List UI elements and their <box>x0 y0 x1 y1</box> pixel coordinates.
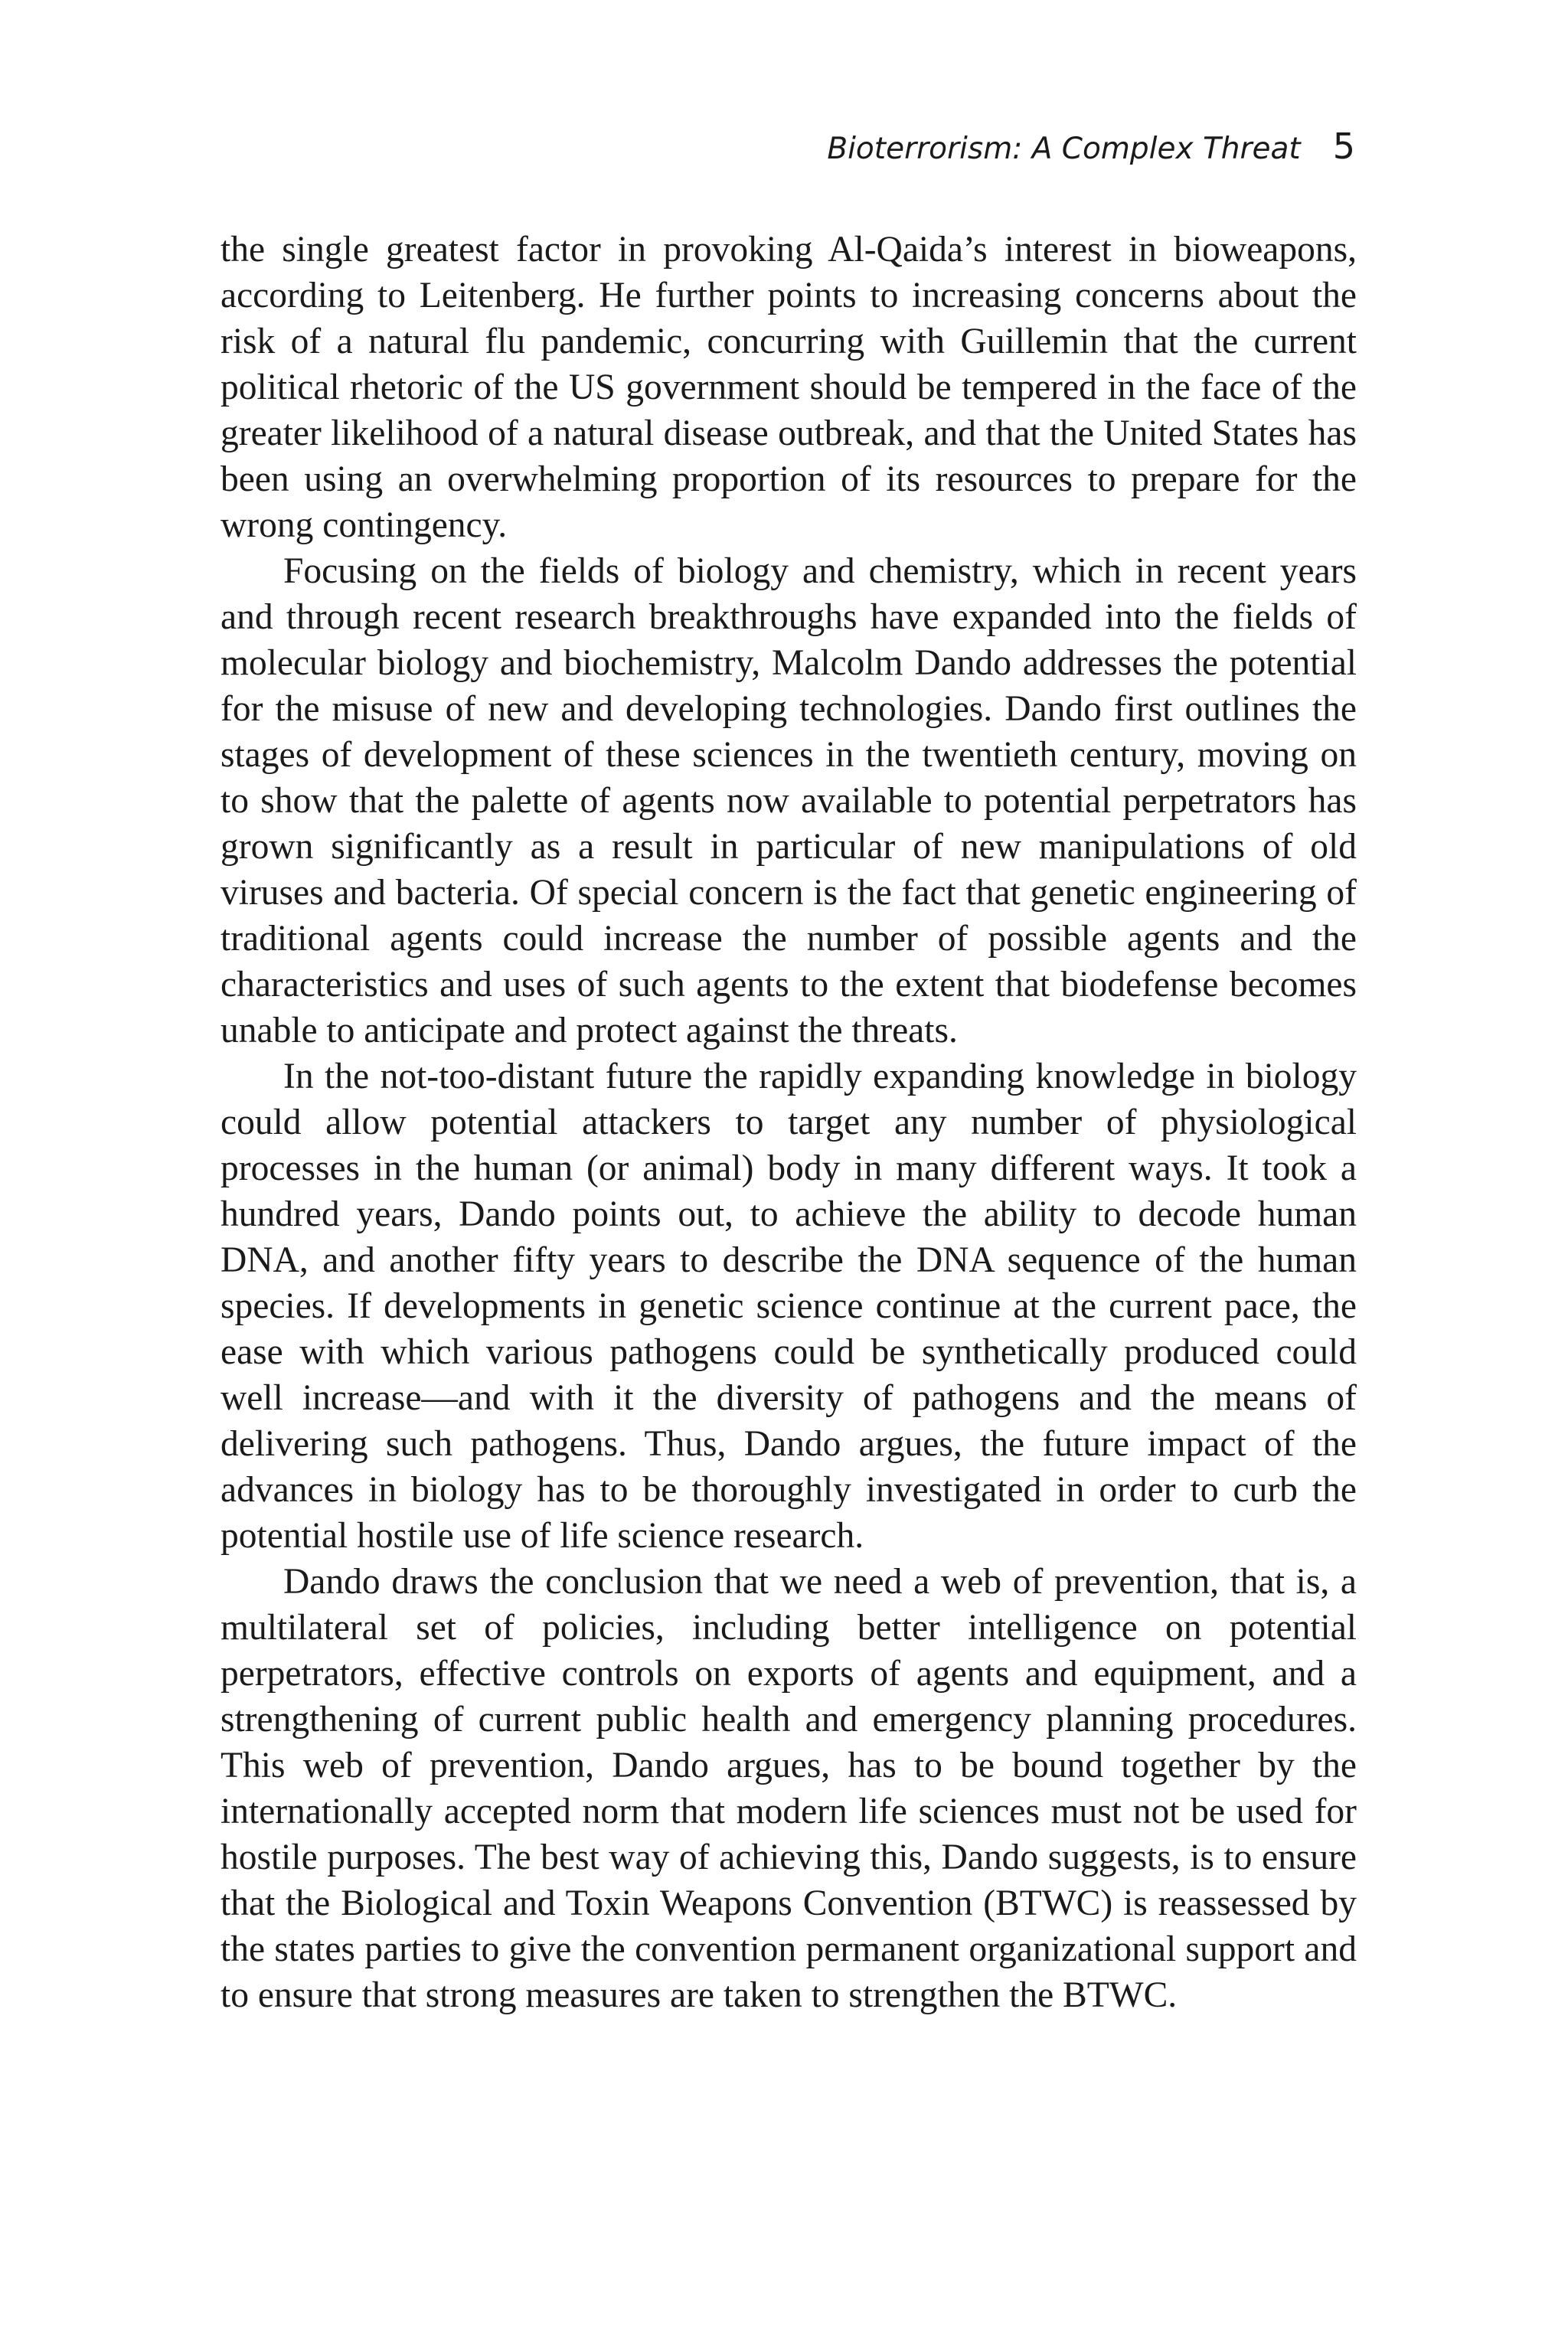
running-head <box>827 126 1355 167</box>
paragraph: Focusing on the fields of biology and chemistry, which in recent years and through recent research breakthroughs have expanded into the fields of molecular biology and biochemistry, Malcolm Dando addresses the potential for the misuse of new and developing technologies. Dando first outlines the stages of development of these sciences in the twentieth century, moving on to show that the palette of agents now available to potential perpetrators has grown significantly as a result in particular of new manipulations of old viruses and bacteria. Of special concern is the fact that genetic engineering of traditional agents could increase the number of possible agents and the characteristics and uses of such agents to the extent that biodefense becomes unable to anticipate and protect against the threats. <box>220 551 1357 1050</box>
running-title: Bioterrorism: A Complex Threat <box>827 132 1301 166</box>
paragraph-continued: the single greatest factor in provoking Al-Qaida’s interest in bioweapons, according to Leitenberg. He further points to increasing concerns about the risk of a natural flu pandemic, concurring with Guillemin that the current political rhetoric of the US government should be tempered in the face of the greater likelihood of a natural disease outbreak, and that the United States has been using an overwhelming proportion of its resources to prepare for the wrong contingency. <box>220 230 1357 545</box>
paragraph: Dando draws the conclusion that we need a web of prevention, that is, a multilateral set of policies, including better intelligence on potential perpetrators, effective controls on exports of agents and equipment, and a strengthening of current public health and emergency planning procedures. This web of prevention, Dando argues, has to be bound together by the internationally accepted norm that modern life sciences must not be used for hostile purposes. The best way of achieving this, Dando suggests, is to ensure that the Biological and Toxin Weapons Convention (BTWC) is reassessed by the states parties to give the convention permanent organizational support and to ensure that strong measures are taken to strengthen the BTWC. <box>220 1562 1357 2015</box>
paragraph: In the not-too-distant future the rapidly expanding knowledge in biology could allow potential attackers to target any number of physiological processes in the human (or animal) body in many different ways. It took a hundred years, Dando points out, to achieve the ability to decode human DNA, and another fifty years to describe the DNA sequence of the human species. If developments in genetic science continue at the current pace, the ease with which various pathogens could be synthetically produced could well increase—and with it the diversity of pathogens and the means of delivering such pathogens. Thus, Dando argues, the future impact of the advances in biology has to be thoroughly investigated in order to curb the potential hostile use of life science research. <box>220 1057 1357 1556</box>
page-number: 5 <box>1332 126 1355 167</box>
body-text <box>220 227 1357 2018</box>
